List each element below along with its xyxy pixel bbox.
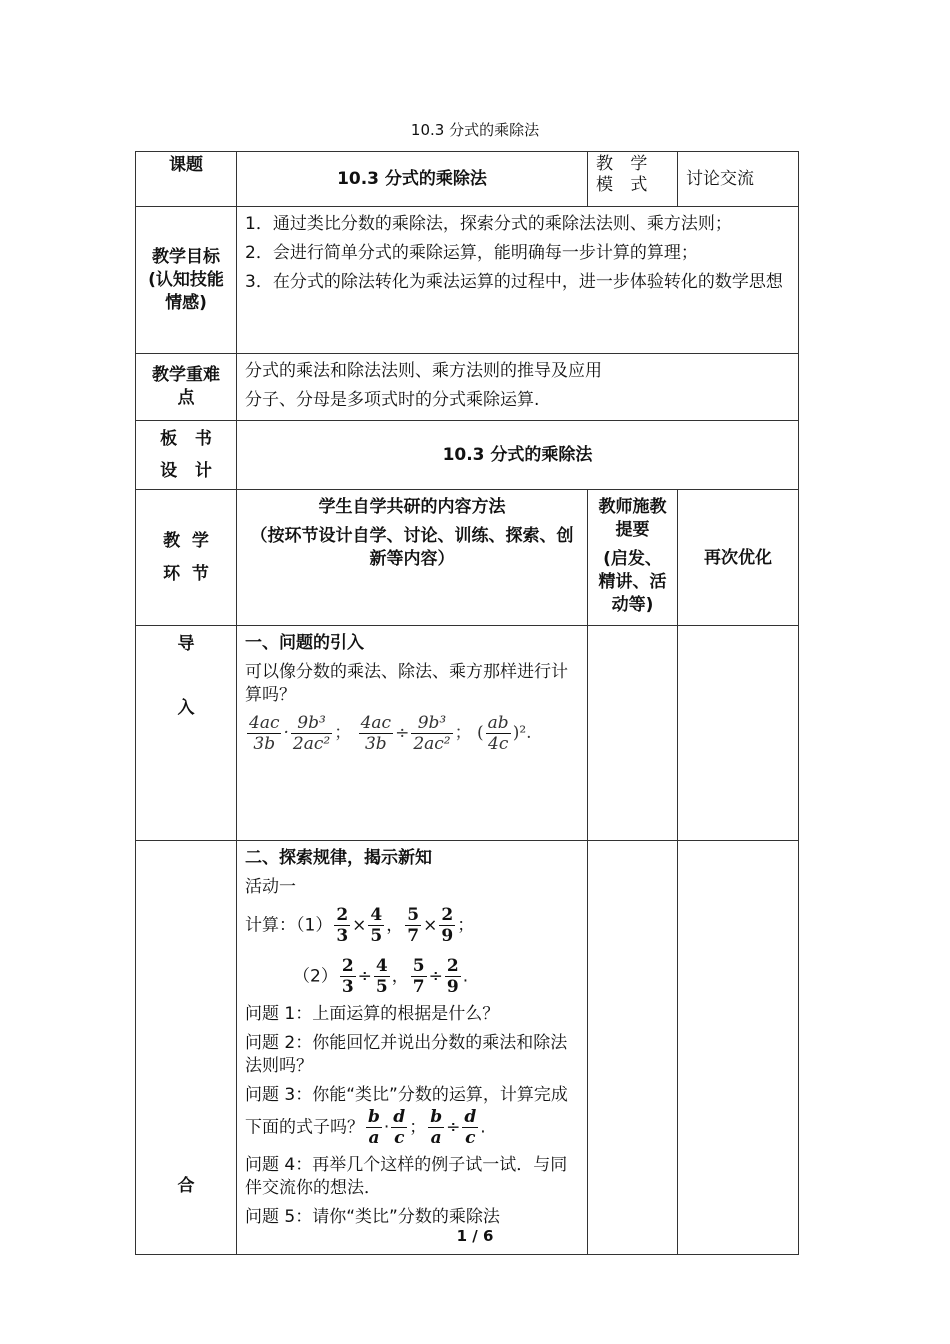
- intro-label-1: 导: [177, 634, 195, 654]
- intro-teacher-cell: [588, 626, 678, 841]
- frac-num: d: [464, 1107, 477, 1127]
- question-1: 问题 1：上面运算的根据是什么？: [245, 1004, 500, 1024]
- calc-line-2: [245, 956, 579, 997]
- frac-den: c: [394, 1128, 405, 1148]
- op-div: ÷: [428, 966, 443, 987]
- page-number: 1 / 6: [456, 1227, 494, 1245]
- key-line-1: 分式的乘法和除法法则、乘方法则的推导及应用: [245, 361, 602, 381]
- row-column-headers: [136, 490, 799, 626]
- row-board: [136, 421, 799, 490]
- board-label: [136, 421, 237, 490]
- frac-den: 3: [341, 977, 354, 997]
- frac-num: 9b³: [291, 713, 332, 734]
- topic-title: 10.3 分式的乘除法: [237, 152, 588, 207]
- question-3-text: 问题 3：你能“类比”分数的运算，计算完成下面的式子吗？: [245, 1085, 568, 1138]
- frac-den: 3b: [364, 734, 387, 754]
- row-key-points: [136, 354, 799, 421]
- question-4: 问题 4：再举几个这样的例子试一试．与同伴交流你的想法．: [245, 1155, 568, 1198]
- op-comma: ，: [391, 966, 409, 987]
- colhead-stage-1: 教 学: [163, 530, 209, 551]
- frac-den: 4c: [488, 734, 509, 754]
- colhead-stage-2: 环 节: [163, 563, 209, 584]
- frac-num: b: [430, 1107, 443, 1127]
- intro-heading: 一、问题的引入: [245, 633, 364, 653]
- intro-optimize-cell: [678, 626, 799, 841]
- main-content: [237, 841, 588, 1255]
- frac-num: 2: [446, 956, 459, 976]
- frac-den: 7: [412, 977, 425, 997]
- colhead-optimize: 再次优化: [678, 490, 799, 626]
- frac-den: 5: [375, 977, 388, 997]
- intro-label-2: 入: [177, 698, 195, 718]
- question-3: [245, 1084, 579, 1148]
- goals-content: [237, 207, 799, 354]
- op-times: ×: [423, 915, 438, 936]
- colhead-teacher-1: 教师施教提要: [598, 497, 667, 540]
- frac-num: 4: [370, 905, 383, 925]
- question-2: 问题 2：你能回忆并说出分数的乘法和除法法则吗？: [245, 1033, 568, 1076]
- calc-line-1: [245, 905, 579, 946]
- page-header: 10.3 分式的乘除法: [410, 121, 540, 139]
- frac-den: 2ac²: [292, 734, 331, 754]
- frac-num: 2: [441, 905, 454, 925]
- op-semi: ；: [409, 1117, 427, 1138]
- frac-den: 9: [446, 977, 459, 997]
- intro-formula: [245, 713, 579, 754]
- op-semi: ；: [457, 915, 475, 936]
- op-comma: ，: [386, 915, 404, 936]
- op-dot: ·: [383, 1117, 390, 1138]
- row-goals: [136, 207, 799, 354]
- colhead-content-1: 学生自学共研的内容方法: [318, 497, 506, 517]
- intro-text: 可以像分数的乘法、除法、乘方那样进行计算吗？: [245, 662, 568, 705]
- main-teacher-cell: [588, 841, 678, 1255]
- frac-den: 7: [407, 926, 420, 946]
- paren-right: )².: [512, 723, 532, 743]
- goal-item-1: 1．通过类比分数的乘除法，探索分式的乘除法法则、乘方法则；: [245, 214, 732, 234]
- sep: ；: [454, 723, 472, 743]
- colhead-content: [237, 490, 588, 626]
- goals-label: 教学目标(认知技能情感): [136, 207, 237, 354]
- main-heading: 二、探索规律，揭示新知: [245, 848, 432, 868]
- activity-label: 活动一: [245, 877, 296, 897]
- frac-num: 4: [375, 956, 388, 976]
- op-period: .: [462, 966, 469, 987]
- frac-den: a: [368, 1128, 380, 1148]
- key-line-2: 分子、分母是多项式时的分式乘除运算.: [245, 390, 540, 410]
- frac-den: 3: [336, 926, 349, 946]
- op-div: ÷: [395, 723, 410, 743]
- lesson-plan-table: [135, 151, 799, 1255]
- calc2-label: （2）: [293, 966, 338, 987]
- frac-num: ab: [487, 713, 509, 733]
- frac-num: 2: [336, 905, 349, 925]
- topic-label: 课题: [136, 152, 237, 207]
- frac-num: 5: [407, 905, 420, 925]
- frac-num: b: [368, 1107, 380, 1127]
- question-5: 问题 5：请你“类比”分数的乘除法: [245, 1207, 500, 1227]
- frac-num: 2: [341, 956, 354, 976]
- frac-den: 5: [370, 926, 383, 946]
- frac-den: 2ac²: [413, 734, 451, 754]
- op-div: ÷: [357, 966, 372, 987]
- op-period: .: [480, 1117, 486, 1138]
- frac-den: a: [430, 1128, 442, 1148]
- colhead-teacher: [588, 490, 678, 626]
- frac-num: 9b³: [411, 713, 452, 734]
- key-content: [237, 354, 799, 421]
- key-label: 教学重难点: [136, 354, 237, 421]
- frac-num: 4ac: [249, 713, 280, 733]
- goal-item-2: 2．会进行简单分式的乘除运算，能明确每一步计算的算理；: [245, 243, 698, 263]
- colhead-content-2: （按环节设计自学、讨论、训练、探索、创新等内容）: [250, 526, 574, 569]
- calc-label: 计算：（1）: [245, 915, 333, 936]
- sep: ；: [334, 723, 352, 743]
- main-optimize-cell: [678, 841, 799, 1255]
- mode-value: 讨论交流: [678, 152, 799, 207]
- row-intro: [136, 626, 799, 841]
- board-label-1: 板 书: [160, 429, 212, 449]
- colhead-stage: [136, 490, 237, 626]
- board-content: 10.3 分式的乘除法: [237, 421, 799, 490]
- frac-num: 4ac: [360, 713, 392, 733]
- op-dot: ·: [283, 723, 289, 743]
- mode-label: 教 学 模 式: [588, 152, 678, 207]
- frac-den: c: [465, 1128, 476, 1148]
- main-label: 合: [136, 841, 237, 1255]
- frac-num: d: [393, 1107, 406, 1127]
- paren-left: (: [477, 723, 484, 743]
- row-topic: [136, 152, 799, 207]
- op-div: ÷: [446, 1117, 461, 1138]
- op-times: ×: [352, 915, 367, 936]
- colhead-teacher-2: (启发、精讲、活动等): [598, 549, 667, 615]
- board-label-2: 设 计: [160, 461, 212, 481]
- frac-num: 5: [412, 956, 425, 976]
- intro-content: [237, 626, 588, 841]
- intro-label: [136, 626, 237, 841]
- row-main: [136, 841, 799, 1255]
- frac-den: 3b: [253, 734, 276, 754]
- goal-item-3: 3．在分式的除法转化为乘法运算的过程中，进一步体验转化的数学思想: [245, 272, 783, 292]
- frac-den: 9: [441, 926, 454, 946]
